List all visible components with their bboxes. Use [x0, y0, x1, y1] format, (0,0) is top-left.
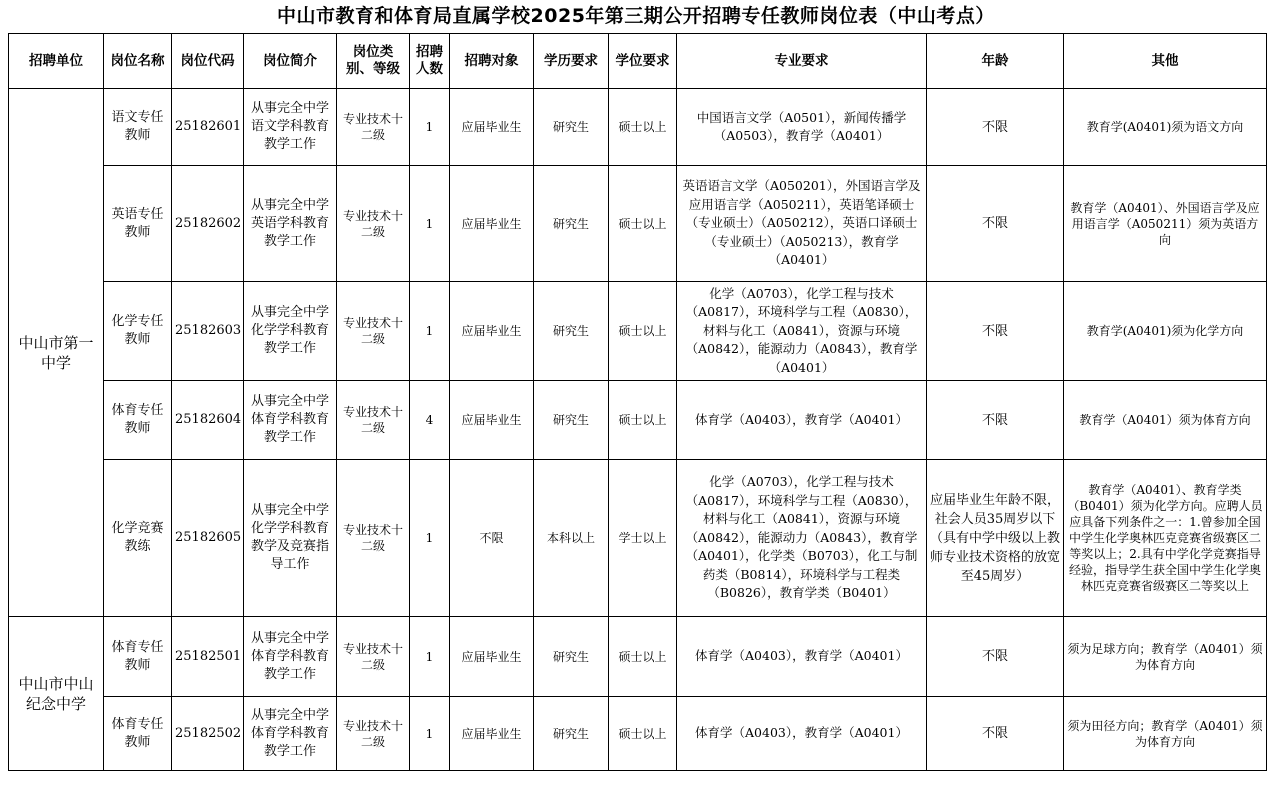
position-category: 专业技术十二级 — [337, 617, 410, 697]
position-education: 研究生 — [534, 697, 609, 771]
position-other: 教育学(A0401)须为化学方向 — [1064, 282, 1267, 381]
position-major: 体育学（A0403），教育学（A0401） — [677, 697, 927, 771]
position-intro: 从事完全中学体育学科教育教学工作 — [244, 617, 337, 697]
header-other: 其他 — [1064, 34, 1267, 89]
header-unit: 招聘单位 — [9, 34, 104, 89]
table-row — [9, 166, 1267, 282]
position-target: 应届毕业生 — [450, 89, 534, 166]
position-age: 不限 — [927, 282, 1064, 381]
position-code: 25182602 — [172, 166, 244, 282]
position-degree: 硕士以上 — [609, 697, 677, 771]
position-age: 不限 — [927, 617, 1064, 697]
header-category: 岗位类别、等级 — [337, 34, 410, 89]
position-target: 应届毕业生 — [450, 697, 534, 771]
position-age: 应届毕业生年龄不限，社会人员35周岁以下（具有中学中级以上教师专业技术资格的放宽至45周岁） — [927, 460, 1064, 617]
position-target: 应届毕业生 — [450, 617, 534, 697]
header-education: 学历要求 — [534, 34, 609, 89]
position-age: 不限 — [927, 89, 1064, 166]
position-degree: 学士以上 — [609, 460, 677, 617]
position-category: 专业技术十二级 — [337, 89, 410, 166]
table-row — [9, 697, 1267, 771]
page-title: 中山市教育和体育局直属学校2025年第三期公开招聘专任教师岗位表（中山考点） — [277, 5, 995, 27]
position-education: 研究生 — [534, 381, 609, 460]
position-category: 专业技术十二级 — [337, 166, 410, 282]
position-age: 不限 — [927, 166, 1064, 282]
position-name: 化学专任教师 — [104, 282, 172, 381]
position-major: 化学（A0703），化学工程与技术（A0817），环境科学与工程（A0830），材料与化工（A0841），资源与环境（A0842），能源动力（A0843），教育学（A0401） — [677, 282, 927, 381]
position-other: 教育学(A0401)须为语文方向 — [1064, 89, 1267, 166]
position-count: 1 — [410, 89, 450, 166]
header-intro: 岗位简介 — [244, 34, 337, 89]
position-target: 应届毕业生 — [450, 282, 534, 381]
table-row — [9, 460, 1267, 617]
position-count: 1 — [410, 166, 450, 282]
position-major: 中国语言文学（A0501），新闻传播学（A0503），教育学（A0401） — [677, 89, 927, 166]
header-position-name: 岗位名称 — [104, 34, 172, 89]
header-row — [9, 34, 1267, 89]
position-degree: 硕士以上 — [609, 381, 677, 460]
position-intro: 从事完全中学化学学科教育教学工作 — [244, 282, 337, 381]
position-education: 研究生 — [534, 89, 609, 166]
position-age: 不限 — [927, 697, 1064, 771]
header-target: 招聘对象 — [450, 34, 534, 89]
table-row — [9, 89, 1267, 166]
position-category: 专业技术十二级 — [337, 697, 410, 771]
position-count: 1 — [410, 617, 450, 697]
position-intro: 从事完全中学体育学科教育教学工作 — [244, 381, 337, 460]
position-major: 体育学（A0403），教育学（A0401） — [677, 381, 927, 460]
position-target: 不限 — [450, 460, 534, 617]
position-intro: 从事完全中学英语学科教育教学工作 — [244, 166, 337, 282]
position-intro: 从事完全中学体育学科教育教学工作 — [244, 697, 337, 771]
position-major: 英语语言文学（A050201），外国语言学及应用语言学（A050211），英语笔译硕士（专业硕士）（A050212），英语口译硕士（专业硕士）（A050213），教育学（A0401） — [677, 166, 927, 282]
table-row — [9, 381, 1267, 460]
position-degree: 硕士以上 — [609, 617, 677, 697]
unit-cell: 中山市第一中学 — [9, 89, 104, 617]
position-target: 应届毕业生 — [450, 381, 534, 460]
position-name: 体育专任教师 — [104, 381, 172, 460]
position-intro: 从事完全中学化学学科教育教学及竞赛指导工作 — [244, 460, 337, 617]
position-education: 本科以上 — [534, 460, 609, 617]
header-major: 专业要求 — [677, 34, 927, 89]
position-category: 专业技术十二级 — [337, 282, 410, 381]
position-name: 体育专任教师 — [104, 697, 172, 771]
position-major: 体育学（A0403），教育学（A0401） — [677, 617, 927, 697]
position-other: 须为足球方向；教育学（A0401）须为体育方向 — [1064, 617, 1267, 697]
position-count: 1 — [410, 282, 450, 381]
position-other: 须为田径方向；教育学（A0401）须为体育方向 — [1064, 697, 1267, 771]
header-degree: 学位要求 — [609, 34, 677, 89]
position-code: 25182501 — [172, 617, 244, 697]
position-code: 25182502 — [172, 697, 244, 771]
table-row — [9, 617, 1267, 697]
position-name: 语文专任教师 — [104, 89, 172, 166]
position-education: 研究生 — [534, 166, 609, 282]
position-count: 4 — [410, 381, 450, 460]
unit-cell: 中山市中山纪念中学 — [9, 617, 104, 771]
header-count: 招聘人数 — [410, 34, 450, 89]
position-code: 25182604 — [172, 381, 244, 460]
position-other: 教育学（A0401）、外国语言学及应用语言学（A050211）须为英语方向 — [1064, 166, 1267, 282]
position-code: 25182601 — [172, 89, 244, 166]
position-name: 化学竞赛教练 — [104, 460, 172, 617]
position-category: 专业技术十二级 — [337, 460, 410, 617]
position-major: 化学（A0703），化学工程与技术（A0817），环境科学与工程（A0830），材料与化工（A0841），资源与环境（A0842），能源动力（A0843），教育学（A0401），化学类（B0703），化工与制药类（B0814），环境科学与工程类（B0826），教育学类（B0401） — [677, 460, 927, 617]
position-degree: 硕士以上 — [609, 89, 677, 166]
position-name: 英语专任教师 — [104, 166, 172, 282]
position-age: 不限 — [927, 381, 1064, 460]
position-target: 应届毕业生 — [450, 166, 534, 282]
position-education: 研究生 — [534, 617, 609, 697]
position-count: 1 — [410, 697, 450, 771]
position-education: 研究生 — [534, 282, 609, 381]
position-other: 教育学（A0401）须为体育方向 — [1064, 381, 1267, 460]
table-row — [9, 282, 1267, 381]
position-other: 教育学（A0401）、教育学类（B0401）须为化学方向。应聘人员应具备下列条件之一：1.曾参加全国中学生化学奥林匹克竞赛省级赛区二等奖以上；2.具有中学化学竞赛指导经验，指导学生获全国中学生化学奥林匹克竞赛省级赛区二等奖以上 — [1064, 460, 1267, 617]
header-position-code: 岗位代码 — [172, 34, 244, 89]
position-name: 体育专任教师 — [104, 617, 172, 697]
position-category: 专业技术十二级 — [337, 381, 410, 460]
position-count: 1 — [410, 460, 450, 617]
position-code: 25182605 — [172, 460, 244, 617]
position-degree: 硕士以上 — [609, 166, 677, 282]
position-intro: 从事完全中学语文学科教育教学工作 — [244, 89, 337, 166]
positions-table — [8, 33, 1267, 771]
position-code: 25182603 — [172, 282, 244, 381]
header-age: 年龄 — [927, 34, 1064, 89]
position-degree: 硕士以上 — [609, 282, 677, 381]
